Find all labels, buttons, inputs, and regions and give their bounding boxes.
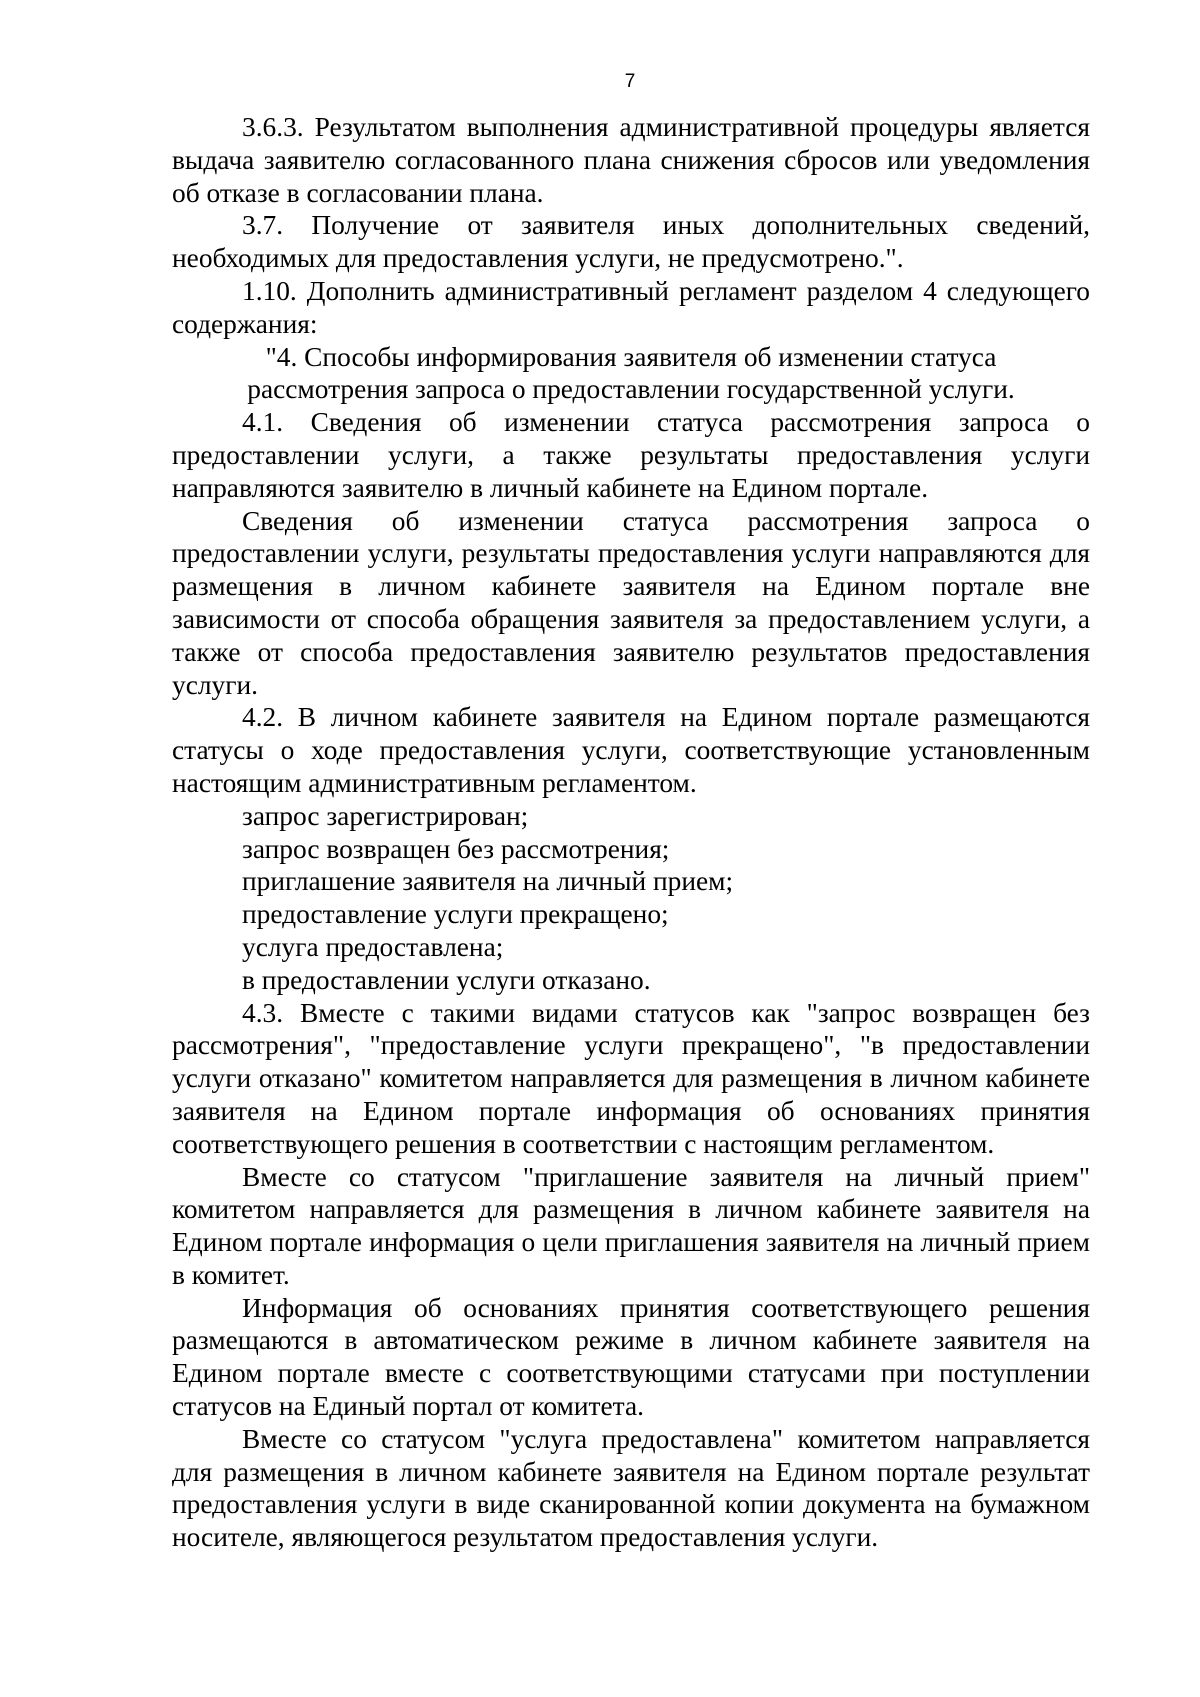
document-body (172, 111, 1090, 1554)
paragraph-status-info: Сведения об изменении статуса рассмотрения запроса о предоставлении услуги, результаты предоставления услуги направляются для размещения в личном кабинете заявителя на Едином портале вне зависимости от способа обращения заявителя за предоставлением услуги, а также от способа предоставления заявителю результатов предоставления услуги. (172, 505, 1090, 700)
paragraph-4-1: 4.1. Сведения об изменении статуса рассмотрения запроса о предоставлении услуги, а также результаты предоставления услуги направляются заявителю в личный кабинете на Едином портале. (172, 407, 1090, 503)
paragraph-decision-grounds: Информация об основаниях принятия соответствующего решения размещаются в автоматическом режиме в личном кабинете заявителя на Едином портале вместе с соответствующими статусами при поступлении статусов на Единый портал от комитета. (172, 1292, 1090, 1422)
section-heading-line1: "4. Способы информирования заявителя об изменении статуса (265, 341, 997, 372)
paragraph-3-6-3: 3.6.3. Результатом выполнения административной процедуры является выдача заявителю согласованного плана снижения сбросов или уведомления об отказе в согласовании плана. (172, 112, 1090, 208)
status-list-item: услуга предоставлена; (242, 931, 504, 962)
page-number: 7 (624, 71, 636, 92)
paragraph-4-2: 4.2. В личном кабинете заявителя на Едином портале размещаются статусы о ходе предоставления услуги, соответствующие установленным настоящим административным регламентом. (172, 702, 1090, 798)
paragraph-4-3: 4.3. Вместе с такими видами статусов как "запрос возвращен без рассмотрения", "предоставление услуги прекращено", "в предоставлении услуги отказано" комитетом направляется для размещения в личном кабинете заявителя на Едином портале информация об основаниях принятия соответствующего решения в соответствии с настоящим регламентом. (172, 997, 1090, 1159)
paragraph-personal-reception: Вместе со статусом "приглашение заявителя на личный прием" комитетом направляется для размещения в личном кабинете заявителя на Едином портале информация о цели приглашения заявителя на личный прием в комитет. (172, 1161, 1090, 1290)
section-heading-line2: рассмотрения запроса о предоставлении государственной услуги. (247, 374, 1015, 405)
paragraph-3-7: 3.7. Получение от заявителя иных дополнительных сведений, необходимых для предоставления услуги, не предусмотрено.". (172, 210, 1090, 274)
status-list-item: приглашение заявителя на личный прием; (242, 866, 734, 897)
paragraph-service-provided: Вместе со статусом "услуга предоставлена" комитетом направляется для размещения в личном кабинете заявителя на Едином портале результат предоставления услуги в виде сканированной копии документа на бумажном носителе, являющегося результатом предоставления услуги. (172, 1423, 1090, 1553)
status-list-item: запрос возвращен без рассмотрения; (242, 833, 670, 864)
status-list-item: предоставление услуги прекращено; (242, 899, 669, 930)
status-list-item: запрос зарегистрирован; (242, 800, 529, 831)
status-list-item: в предоставлении услуги отказано. (242, 964, 651, 995)
paragraph-1-10: 1.10. Дополнить административный регламент разделом 4 следующего содержания: (172, 275, 1090, 339)
